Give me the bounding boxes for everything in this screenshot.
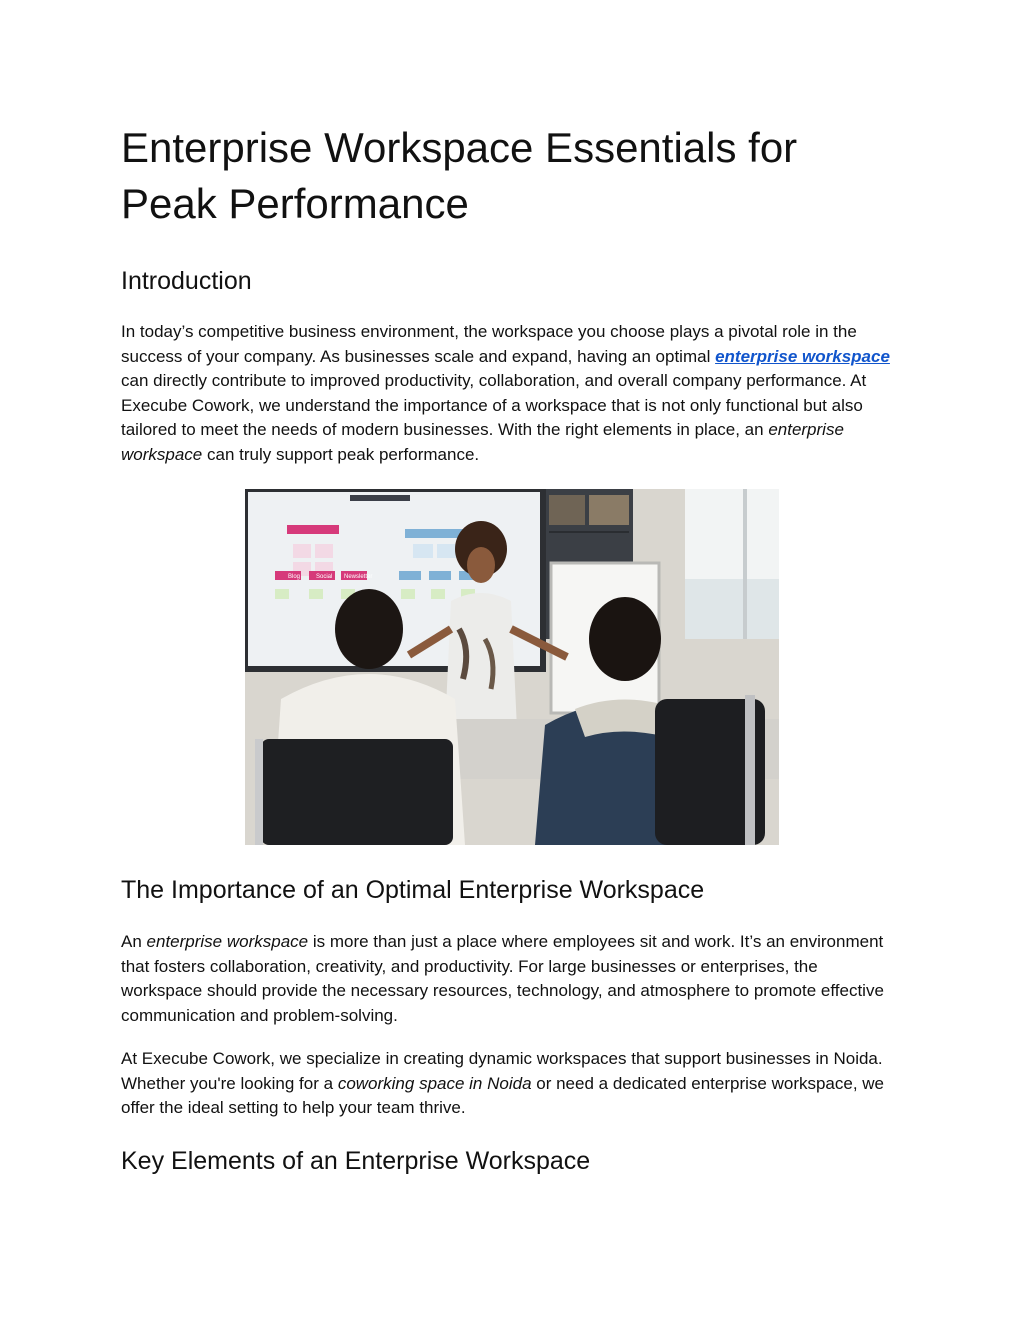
enterprise-workspace-link[interactable]: enterprise workspace	[715, 346, 890, 366]
page-title: Enterprise Workspace Essentials for Peak Performance	[121, 124, 798, 227]
importance-emphasis: enterprise workspace	[146, 932, 309, 951]
importance-heading: The Importance of an Optimal Enterprise Workspace	[121, 876, 705, 904]
importance-text-1: An	[121, 932, 147, 951]
intro-paragraph	[121, 320, 891, 467]
importance-text-2: is more than just a place where employees sit and work. It’s an environment that fosters collaboration, creativity, and productivity. For large businesses or enterprises, the workspace should provide the necessary resources, technology, and atmosphere to promote effective communication and problem-solving.	[121, 932, 884, 1025]
board-box-2: Social	[316, 574, 333, 580]
intro-text-2: can directly contribute to improved productivity, collaboration, and overall company performance. At Execube Cowork, we understand the importance of a workspace that is not only functional but also tailored to meet the needs of modern businesses. With the right elements in place, an	[121, 371, 867, 439]
coworking-emphasis: coworking space in Noida	[337, 1073, 532, 1093]
meeting-photo	[245, 489, 779, 845]
intro-text-1: In today’s competitive business environment, the workspace you choose plays a pivotal role in the success of your company. As businesses scale and expand, having an optimal	[121, 322, 857, 366]
intro-emphasis: enterprise workspace	[121, 420, 844, 464]
key-elements-heading: Key Elements of an Enterprise Workspace	[121, 1147, 591, 1175]
importance-text-4: or need a dedicated enterprise workspace, we offer the ideal setting to help your team thrive.	[121, 1073, 885, 1117]
importance-paragraph-1	[121, 930, 891, 1028]
board-box-3: Newsletter	[344, 574, 373, 580]
importance-paragraph-2	[121, 1047, 891, 1121]
intro-heading: Introduction	[121, 267, 252, 295]
intro-text-3: can truly support peak performance.	[202, 444, 480, 464]
board-box-1: Blog	[288, 574, 301, 580]
importance-text-3: At Execube Cowork, we specialize in creating dynamic workspaces that support businesses in Noida. Whether you're looking for a	[121, 1049, 883, 1093]
